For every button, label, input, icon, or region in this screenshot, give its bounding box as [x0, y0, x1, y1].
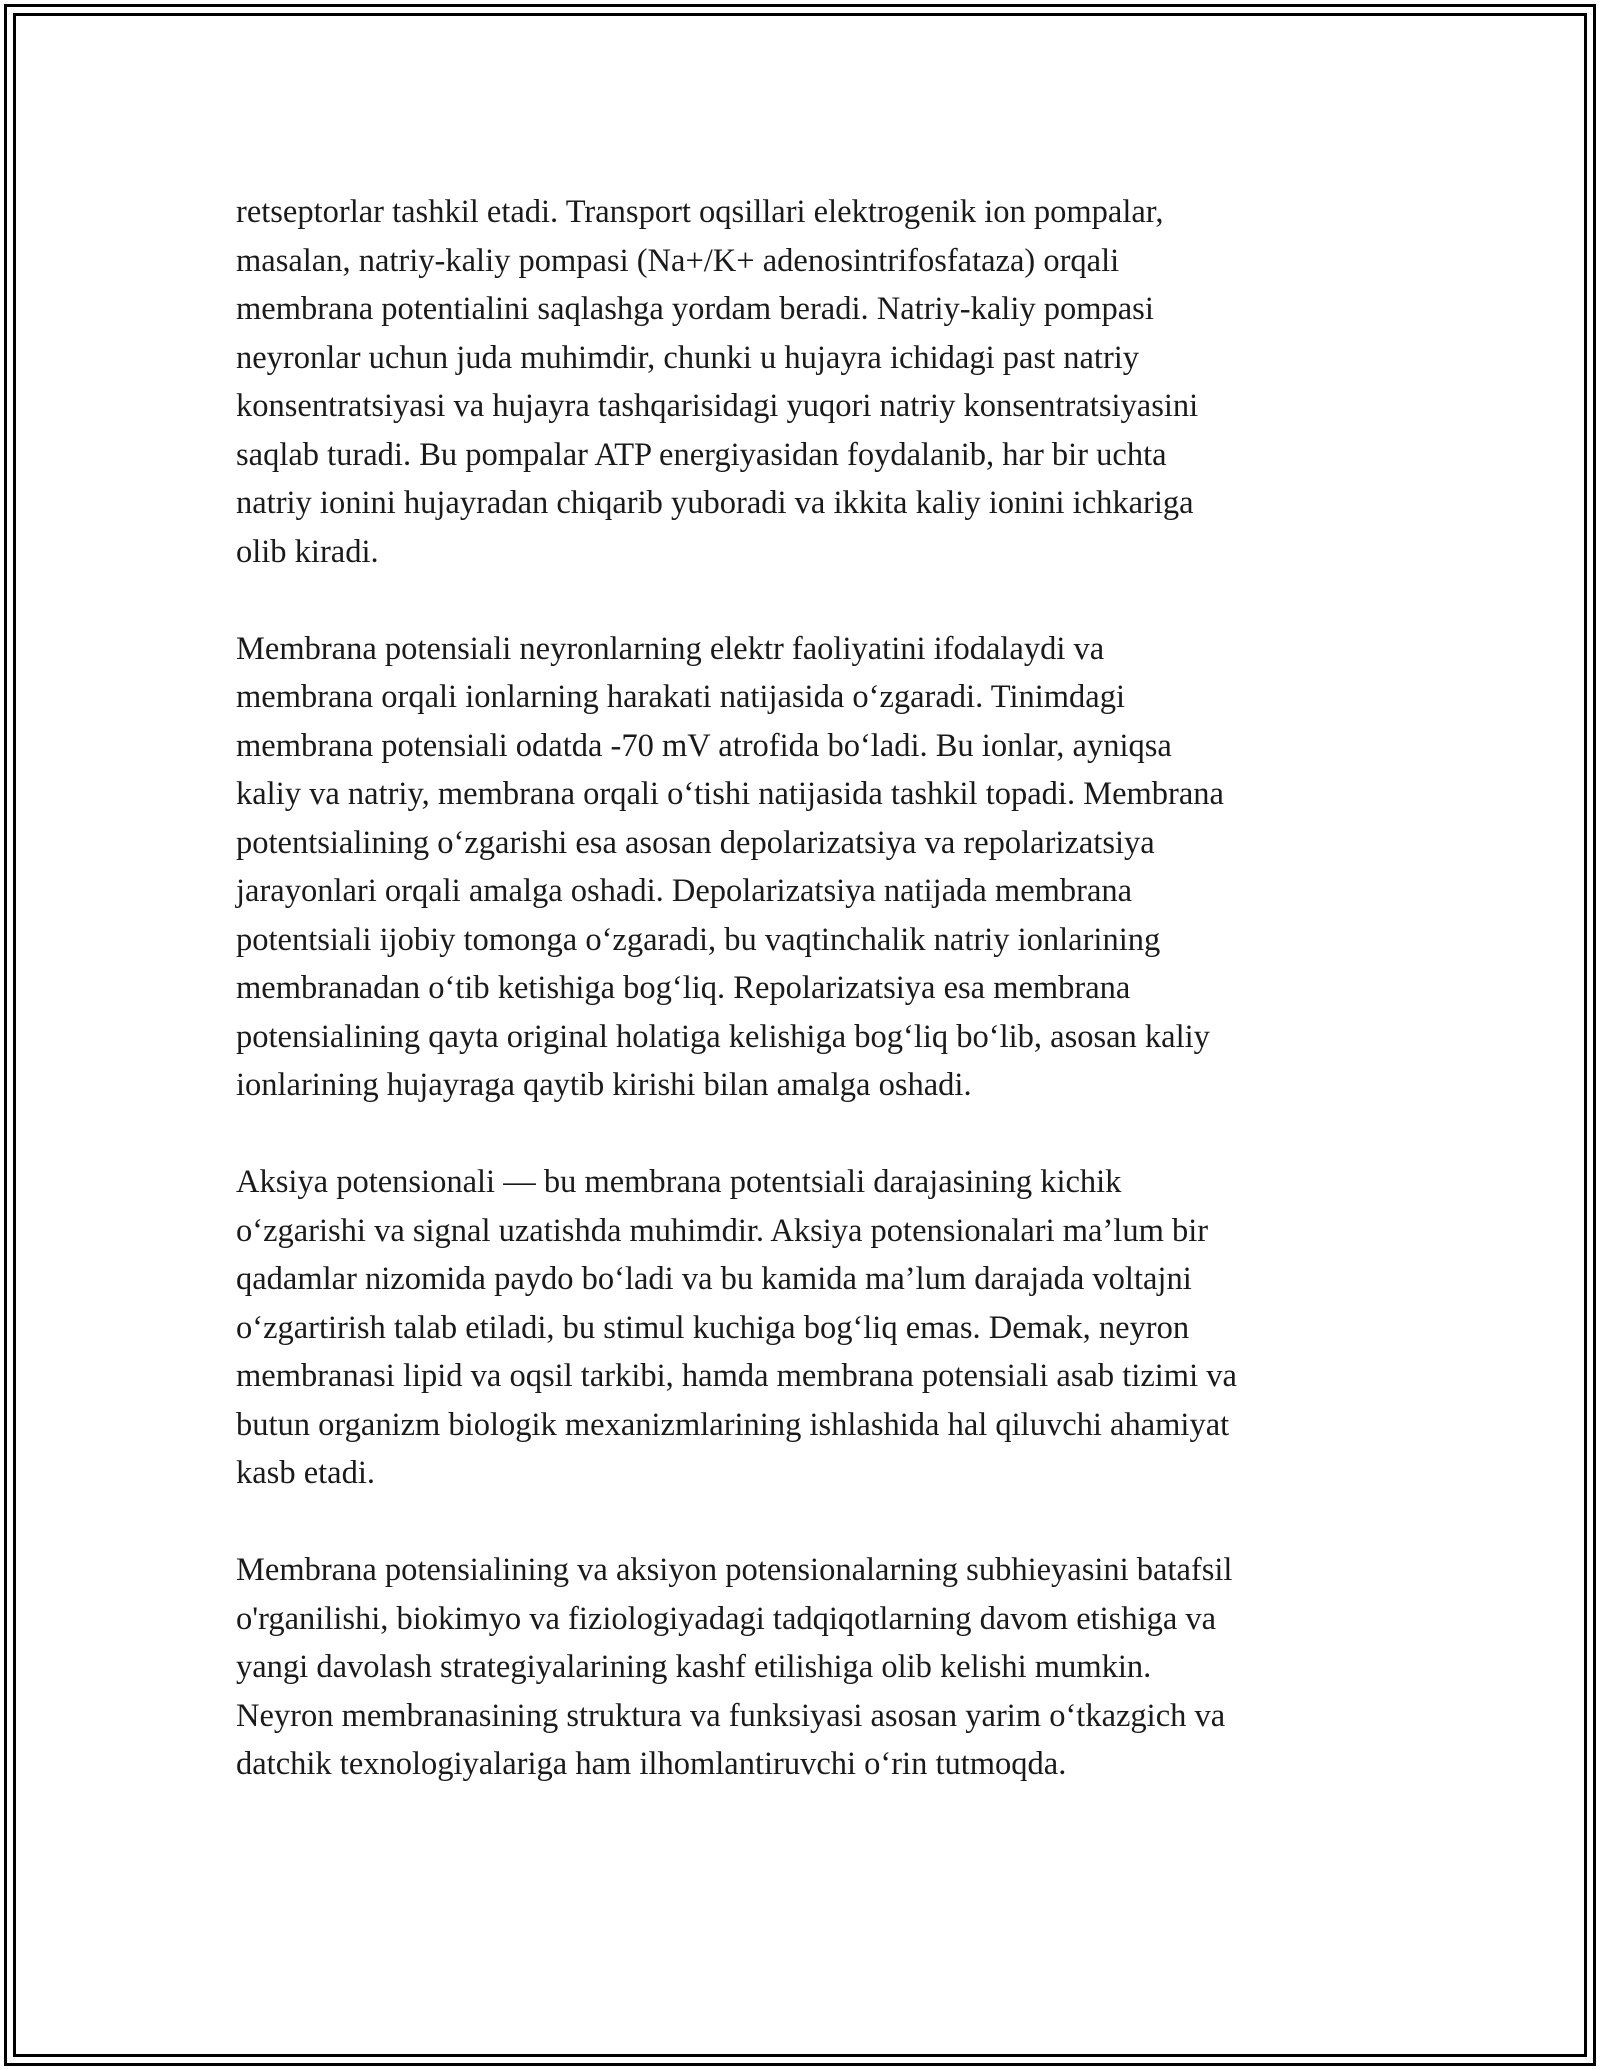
paragraph [236, 188, 1376, 576]
text-line: membrana potentialini saqlashga yordam beradi. Natriy-kaliy pompasi [236, 291, 1154, 327]
text-line: o‘zgartirish talab etiladi, bu stimul kuchiga bog‘liq emas. Demak, neyron [236, 1309, 1190, 1346]
text-line: saqlab turadi. Bu pompalar ATP energiyasidan foydalanib, har bir uchta [236, 436, 1167, 473]
text-line: natriy ionini hujayradan chiqarib yuboradi va ikkita kaliy ionini ichkariga [236, 485, 1194, 521]
text-line: kaliy va natriy, membrana orqali o‘tishi natijasida tashkil topadi. Membrana [236, 776, 1224, 812]
text-line: o'rganilishi, biokimyo va fiziologiyadagi tadqiqotlarning davom etishiga va [236, 1600, 1217, 1637]
paragraph [236, 1158, 1376, 1498]
text-line: membranasi lipid va oqsil tarkibi, hamda membrana potensiali asab tizimi va [236, 1358, 1237, 1394]
text-line: datchik texnologiyalariga ham ilhomlantiruvchi o‘rin tutmoqda. [236, 1746, 1067, 1782]
text-line: membrana potensiali odatda -70 mV atrofida bo‘ladi. Bu ionlar, ayniqsa [236, 727, 1172, 764]
text-line: Neyron membranasining struktura va funksiyasi asosan yarim o‘tkazgich va [236, 1697, 1226, 1734]
text-line: neyronlar uchun juda muhimdir, chunki u hujayra ichidagi past natriy [236, 339, 1140, 376]
text-line: butun organizm biologik mexanizmlarining ishlashida hal qiluvchi ahamiyat [236, 1406, 1230, 1443]
text-line: ionlarining hujayraga qaytib kirishi bilan amalga oshadi. [236, 1067, 972, 1103]
text-line: jarayonlari orqali amalga oshadi. Depolarizatsiya natijada membrana [236, 873, 1133, 909]
text-line: retseptorlar tashkil etadi. Transport oqsillari elektrogenik ion pompalar, [236, 194, 1164, 230]
text-line: masalan, natriy-kaliy pompasi (Na+/K+ adenosintrifosfataza) orqali [236, 242, 1120, 279]
text-line: Membrana potensiali neyronlarning elektr faoliyatini ifodalaydi va [236, 630, 1105, 667]
text-line: membranadan o‘tib ketishiga bog‘liq. Repolarizatsiya esa membrana [236, 970, 1131, 1006]
text-line: potensialining qayta original holatiga kelishiga bog‘liq bo‘lib, asosan kaliy [236, 1018, 1210, 1055]
text-line: yangi davolash strategiyalarining kashf etilishiga olib kelishi mumkin. [236, 1649, 1152, 1685]
paragraph [236, 625, 1376, 1110]
text-line: kasb etadi. [236, 1455, 375, 1491]
text-line: o‘zgarishi va signal uzatishda muhimdir. Aksiya potensionalari ma’lum bir [236, 1212, 1209, 1249]
text-line: qadamlar nizomida paydo bo‘ladi va bu kamida ma’lum darajada voltajni [236, 1261, 1192, 1297]
text-line: Aksiya potensionali — bu membrana potentsiali darajasining kichik [236, 1164, 1122, 1200]
text-line: olib kiradi. [236, 533, 379, 570]
text-line: konsentratsiyasi va hujayra tashqarisidagi yuqori natriy konsentratsiyasini [236, 388, 1199, 424]
paragraph [236, 1546, 1376, 1789]
text-line: membrana orqali ionlarning harakati natijasida o‘zgaradi. Tinimdagi [236, 679, 1125, 715]
text-line: Membrana potensialining va aksiyon potensionalarning subhieyasini batafsil [236, 1552, 1233, 1588]
text-line: potentsialining o‘zgarishi esa asosan depolarizatsiya va repolarizatsiya [236, 824, 1155, 861]
document-body [236, 188, 1376, 1837]
text-line: potentsiali ijobiy tomonga o‘zgaradi, bu vaqtinchalik natriy ionlarining [236, 921, 1161, 958]
